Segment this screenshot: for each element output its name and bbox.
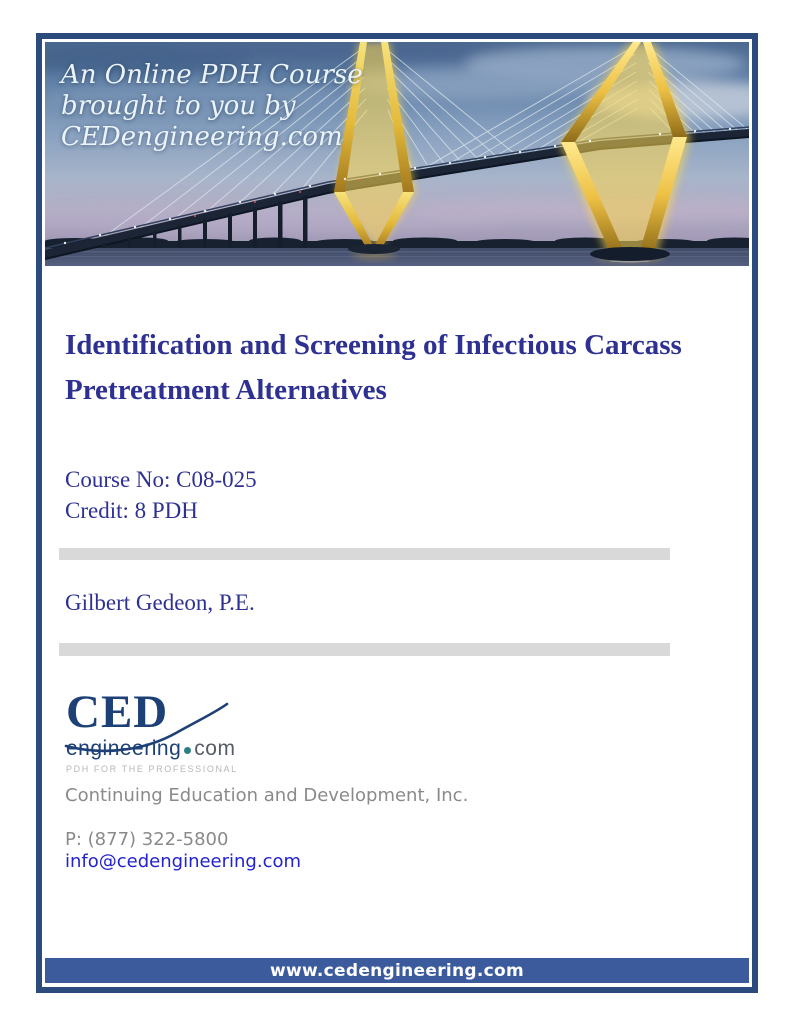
hero-caption-line: An Online PDH Course <box>61 60 363 90</box>
course-credit: Credit: 8 PDH <box>65 498 198 523</box>
logo-tagline: PDH FOR THE PROFESSIONAL <box>66 764 238 774</box>
divider-bar-bottom <box>59 643 670 656</box>
course-title: Identification and Screening of Infectious Carcass Pretreatment Alternatives <box>65 329 682 406</box>
logo-domain <box>66 736 306 761</box>
author-name: Gilbert Gedeon, P.E. <box>65 590 255 615</box>
logo-dot-icon <box>184 747 191 754</box>
divider-bar-top <box>59 548 670 560</box>
logo-ced-text: CED <box>66 686 169 738</box>
course-info <box>65 464 257 526</box>
footer-url[interactable]: www.cedengineering.com <box>269 960 525 981</box>
hero-image <box>45 42 749 266</box>
ced-logo <box>66 686 306 779</box>
email-link[interactable]: info@cedengineering.com <box>65 851 302 872</box>
logo-com-text: com <box>194 737 236 760</box>
page-frame <box>36 33 758 993</box>
hero-caption-line: CEDengineering.com <box>61 122 343 152</box>
hero-caption <box>61 60 363 153</box>
company-name: Continuing Education and Development, Inc. <box>65 785 469 806</box>
phone-number: P: (877) 322-5800 <box>65 829 229 850</box>
hero-caption-line: brought to you by <box>61 91 296 121</box>
logo-engineering-text: engineering <box>66 737 182 760</box>
footer-bar <box>45 958 749 983</box>
course-number: Course No: C08-025 <box>65 467 257 492</box>
